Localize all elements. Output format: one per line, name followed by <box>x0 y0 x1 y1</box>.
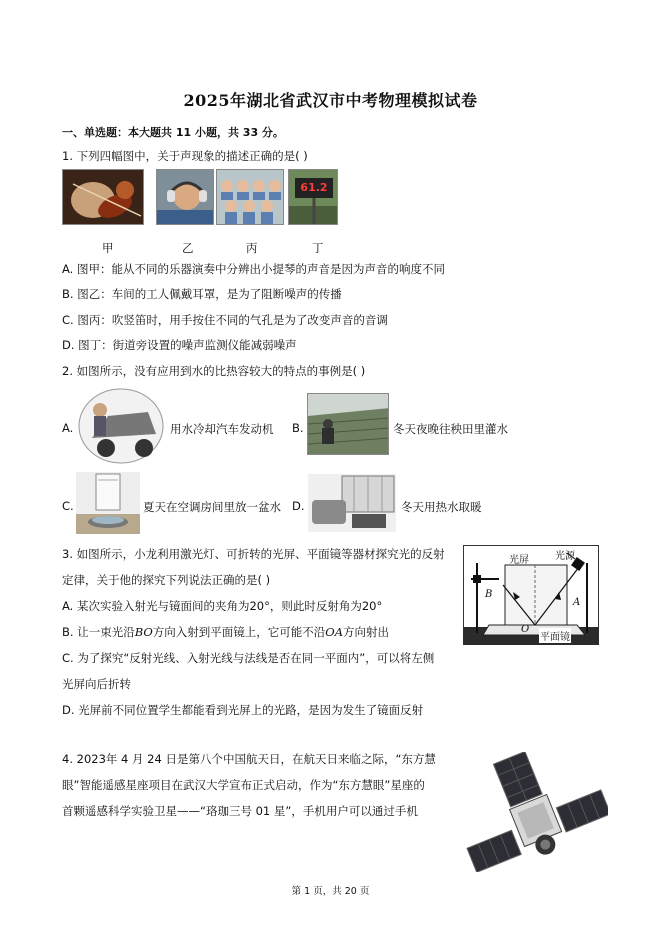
page-title: 2025年湖北省武汉市中考物理模拟试卷 <box>183 91 478 110</box>
q2-option-a-text: 用水冷却汽车发动机 <box>170 422 274 436</box>
caption-jia: 甲 <box>102 241 114 255</box>
q1-option-c: C. 图丙：吹竖笛时，用手按住不同的气孔是为了改变声音的音调 <box>62 313 388 327</box>
ray-oa-label: OA <box>325 625 344 639</box>
q2-option-c-letter: C. <box>62 499 74 513</box>
caption-bing: 丙 <box>246 241 258 255</box>
q1-stem: 1. 下列四幅图中，关于声现象的描述正确的是( ) <box>62 149 308 163</box>
q3-option-d: D. 光屏前不同位置学生都能看到光屏上的光路，是因为发生了镜面反射 <box>62 703 424 717</box>
q2-option-b-text: 冬天夜晚往秧田里灌水 <box>393 422 508 436</box>
q1-option-d: D. 图丁：街道旁设置的噪声监测仪能减弱噪声 <box>62 338 297 352</box>
screen-label: 光屏 <box>509 555 529 566</box>
q2-image-radiator <box>308 474 396 532</box>
q2-option-d-letter: D. <box>292 499 305 513</box>
q3-option-a: A. 某次实验入射光与镜面间的夹角为20°，则此时反射角为20° <box>62 599 383 613</box>
q4-line3: 首颗遥感科学实验卫星——“珞珈三号 01 星”，手机用户可以通过手机 <box>62 804 418 818</box>
q2-stem: 2. 如图所示，没有应用到水的比热容较大的特点的事例是( ) <box>62 364 366 378</box>
q2-option-a-letter: A. <box>62 421 74 435</box>
q4-satellite-image <box>452 752 608 872</box>
caption-yi: 乙 <box>182 241 194 255</box>
q3-stem-line2: 定律，关于他的探究下列说法正确的是( ) <box>62 573 271 587</box>
q2-option-b-letter: B. <box>292 421 304 435</box>
light-source-label: 光源 <box>555 551 575 562</box>
caption-ding: 丁 <box>312 241 324 255</box>
point-o-label: O <box>521 624 530 635</box>
q1-option-a: A. 图甲：能从不同的乐器演奏中分辨出小提琴的声音是因为声音的响度不同 <box>62 262 445 276</box>
q4-line1: 4. 2023年 4 月 24 日是第八个中国航天日，在航天日来临之际，“东方慧 <box>62 752 436 766</box>
point-b-label: B <box>485 589 493 600</box>
page-footer: 第 1 页，共 20 页 <box>291 886 370 897</box>
q2-image-car-engine <box>78 388 164 464</box>
mirror-label: 平面镜 <box>539 628 571 643</box>
q2-option-c-text: 夏天在空调房间里放一盆水 <box>143 500 281 514</box>
point-a-label: A <box>573 597 581 608</box>
q4-line2: 眼”智能遥感星座项目在武汉大学宣布正式启动，作为“东方慧眼”星座的 <box>62 778 425 792</box>
q3-option-b-post: 方向射出 <box>343 625 390 639</box>
q1-option-b: B. 图乙：车间的工人佩戴耳罩，是为了阻断噪声的传播 <box>62 287 342 301</box>
noise-monitor-reading: 61.2 <box>300 181 328 194</box>
ray-bo-label: BO <box>134 625 153 639</box>
q1-image-noise-monitor <box>288 169 338 225</box>
q3-option-c-line1: C. 为了探究“反射光线、入射光线与法线是否在同一平面内”，可以将左侧 <box>62 651 435 665</box>
q1-image-violin <box>62 169 144 225</box>
q3-option-b-pre: B. 让一束光沿 <box>62 625 135 639</box>
q3-option-c-line2: 光屏向后折转 <box>62 677 131 691</box>
section-heading: 一、单选题：本大题共 11 小题，共 33 分。 <box>62 126 284 139</box>
q3-option-b <box>62 624 389 640</box>
q1-image-earmuffs <box>156 169 214 225</box>
q3-option-b-mid: 方向入射到平面镜上，它可能不沿 <box>152 625 326 639</box>
q1-image-flute-students <box>216 169 284 225</box>
q2-image-rice-field <box>307 393 389 455</box>
q3-stem-line1: 3. 如图所示，小龙利用激光灯、可折转的光屏、平面镜等器材探究光的反射 <box>62 547 445 561</box>
q3-reflection-diagram <box>463 545 599 645</box>
q2-option-d-text: 冬天用热水取暖 <box>401 500 482 514</box>
q2-image-water-basin <box>76 472 140 534</box>
